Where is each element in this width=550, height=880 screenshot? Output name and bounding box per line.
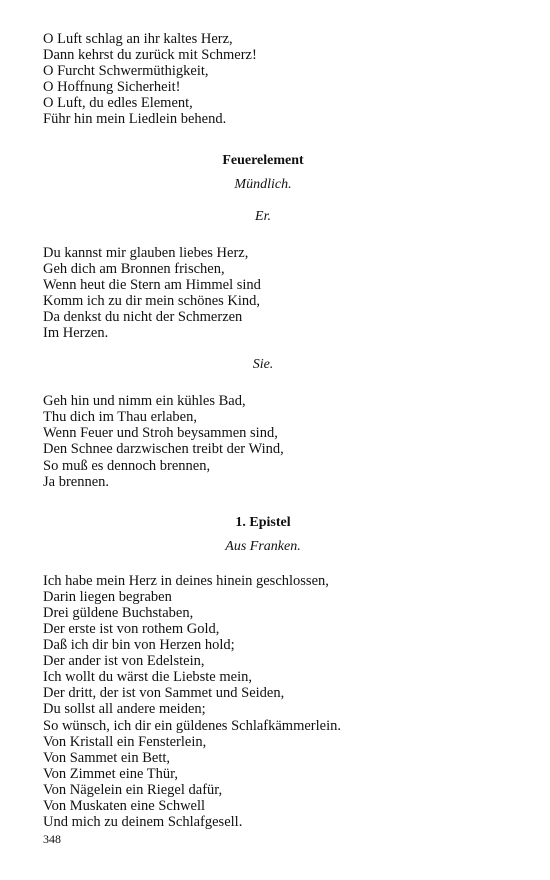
verse-line: Von Sammet ein Bett, (43, 749, 171, 766)
verse-line: Darin liegen begraben (43, 588, 172, 605)
verse-line: So muß es dennoch brennen, (43, 457, 211, 474)
verse-line: Im Herzen. (43, 325, 109, 342)
verse-line: Du sollst all andere meiden; (43, 701, 206, 718)
verse-line: Wenn heut die Stern am Himmel sind (43, 276, 261, 293)
speaker-er: Er. (255, 208, 271, 224)
speaker-sie: Sie. (252, 357, 274, 373)
verse-line: Geh dich am Bronnen frischen, (43, 260, 225, 277)
verse-line: Der erste ist von rothem Gold, (43, 620, 220, 637)
verse-line: Du kannst mir glauben liebes Herz, (43, 244, 249, 261)
verse-line: Der ander ist von Edelstein, (43, 653, 205, 670)
verse-line: Der dritt, der ist von Sammet und Seiden, (43, 685, 285, 702)
poem-title-feuerelement: Feuerelement (222, 152, 304, 168)
verse-line: Den Schnee darzwischen treibt der Wind, (43, 441, 284, 458)
verse-line: Von Muskaten eine Schwell (43, 798, 206, 814)
verse-line: Dann kehrst du zurück mit Schmerz! (43, 47, 257, 64)
verse-line: Von Nägelein ein Riegel dafür, (43, 781, 223, 798)
verse-line: Ich habe mein Herz in deines hinein geschlossen, (43, 572, 329, 589)
verse-line: Da denkst du nicht der Schmerzen (43, 308, 243, 325)
verse-line: Und mich zu deinem Schlafgesell. (43, 814, 243, 831)
verse-line: Komm ich zu dir mein schönes Kind, (43, 292, 261, 309)
opening-stanza (43, 31, 483, 128)
stanza-er (43, 245, 483, 342)
page-content (43, 31, 483, 830)
poem-subtitle-epistel: Aus Franken. (225, 538, 301, 554)
stanza-sie (43, 393, 483, 490)
poem-subtitle-feuerelement: Mündlich. (234, 176, 292, 192)
verse-line: Daß ich dir bin von Herzen hold; (43, 637, 235, 654)
poem-title-epistel: 1. Epistel (235, 514, 291, 530)
verse-line: Führ hin mein Liedlein behend. (43, 111, 227, 128)
verse-line: O Luft, du edles Element, (43, 95, 193, 112)
verse-line: O Furcht Schwermüthigkeit, (43, 63, 209, 80)
verse-line: Thu dich im Thau erlaben, (43, 409, 197, 426)
page-number: 348 (43, 832, 61, 846)
verse-line: O Hoffnung Sicherheit! (43, 79, 181, 96)
verse-line: So wünsch, ich dir ein güldenes Schlafkämmerlein. (43, 717, 341, 734)
verse-line: O Luft schlag an ihr kaltes Herz, (43, 31, 233, 47)
verse-line: Von Zimmet eine Thür, (43, 765, 179, 782)
verse-line: Drei güldene Buchstaben, (43, 604, 194, 621)
stanza-epistel (43, 573, 483, 831)
verse-line: Wenn Feuer und Stroh beysammen sind, (43, 425, 278, 442)
verse-line: Ja brennen. (43, 473, 110, 490)
verse-line: Geh hin und nimm ein kühles Bad, (43, 393, 246, 410)
verse-line: Ich wollt du wärst die Liebste mein, (43, 669, 252, 686)
verse-line: Von Kristall ein Fensterlein, (43, 733, 207, 750)
